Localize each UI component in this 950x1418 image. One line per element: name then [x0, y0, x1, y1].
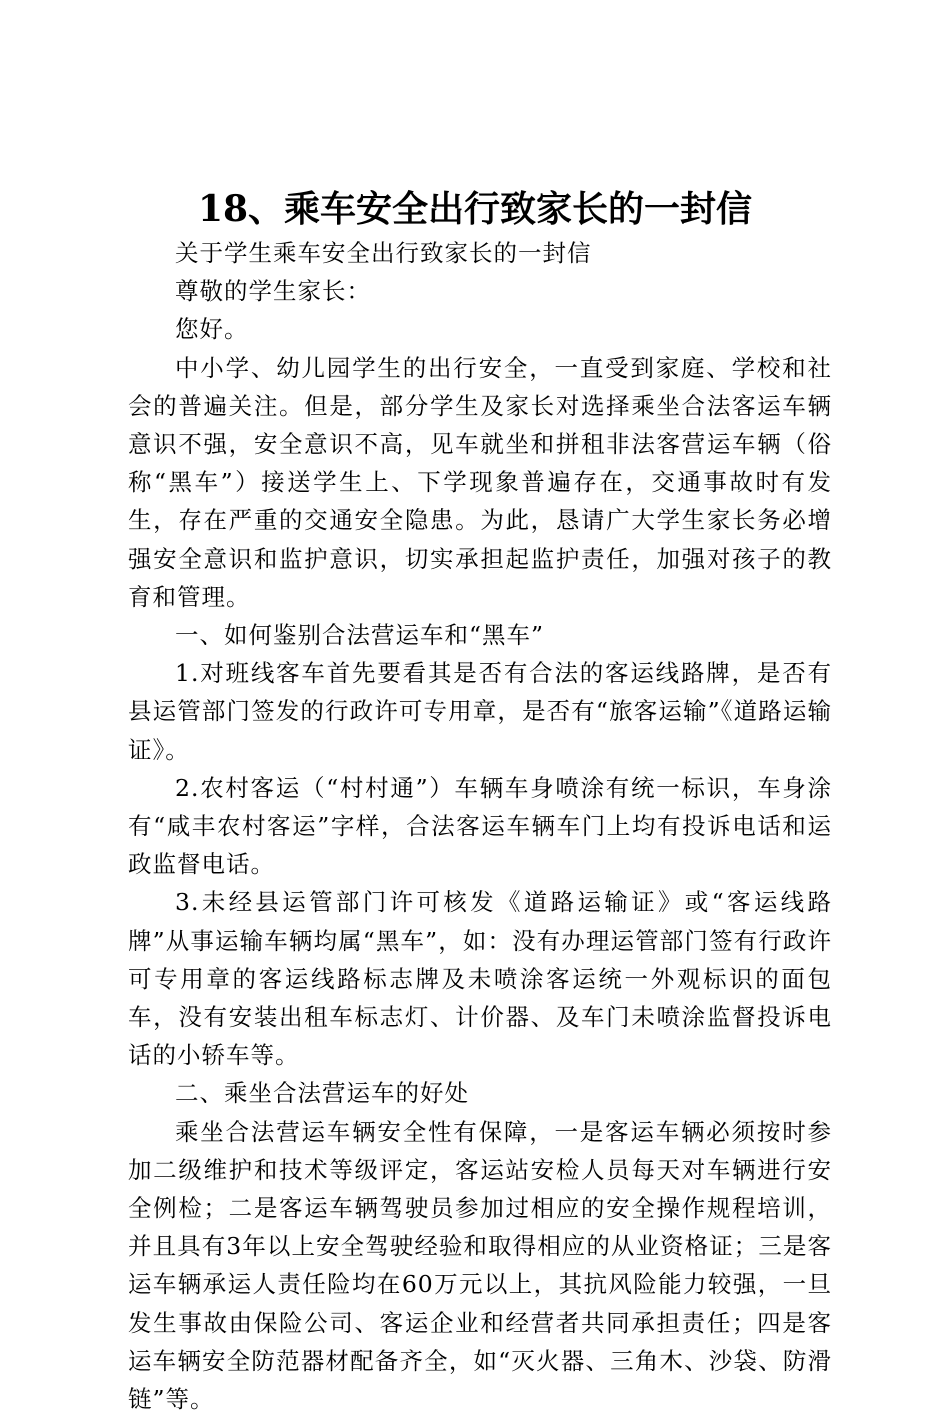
salutation: 尊敬的学生家长：: [175, 277, 371, 306]
document-body: [128, 234, 832, 1418]
section-heading-2: 二、乘坐合法营运车的好处: [175, 1079, 469, 1108]
intro-paragraph: 中小学、幼儿园学生的出行安全，一直受到家庭、学校和社会的普遍关注。但是，部分学生及家长对选择乘坐合法客运车辆意识不强，安全意识不高，见车就坐和拼租非法客营运车辆（俗称“黑车”）接送学生上、下学现象普遍存在，交通事故时有发生，存在严重的交通安全隐患。为此，恳请广大学生家长务必增强安全意识和监护意识，切实承担起监护责任，加强对孩子的教育和管理。: [128, 353, 832, 611]
greeting: 您好。: [175, 315, 249, 344]
letter-heading: 关于学生乘车安全出行致家长的一封信: [175, 239, 592, 267]
benefits-paragraph: 乘坐合法营运车辆安全性有保障，一是客运车辆必须按时参加二级维护和技术等级评定，客运站安检人员每天对车辆进行安全例检；二是客运车辆驾驶员参加过相应的安全操作规程培训，并且具有3年以上安全驾驶经验和取得相应的从业资格证；三是客运车辆承运人责任险均在60万元以上，其抗风险能力较强，一旦发生事故由保险公司、客运企业和经营者共同承担责任；四是客运车辆安全防范器材配备齐全，如“灭火器、三角木、沙袋、防滑链”等。: [128, 1117, 832, 1414]
item-1: 1.对班线客车首先要看其是否有合法的客运线路牌，是否有县运管部门签发的行政许可专用章，是否有“旅客运输”《道路运输证》。: [128, 659, 832, 764]
item-3: 3.未经县运管部门许可核发《道路运输证》或“客运线路牌”从事运输车辆均属“黑车”，如：没有办理运管部门签有行政许可专用章的客运线路标志牌及未喷涂客运统一外观标识的面包车，没有安装出租车标志灯、计价器、及车门未喷涂监督投诉电话的小轿车等。: [128, 888, 832, 1070]
section-heading-1: 一、如何鉴别合法营运车和“黑车”: [175, 621, 545, 650]
item-2: 2.农村客运（“村村通”）车辆车身喷涂有统一标识，车身涂有“咸丰农村客运”字样，合法客运车辆车门上均有投诉电话和运政监督电话。: [128, 773, 832, 879]
document-title: 18、乘车安全出行致家长的一封信: [197, 188, 753, 230]
